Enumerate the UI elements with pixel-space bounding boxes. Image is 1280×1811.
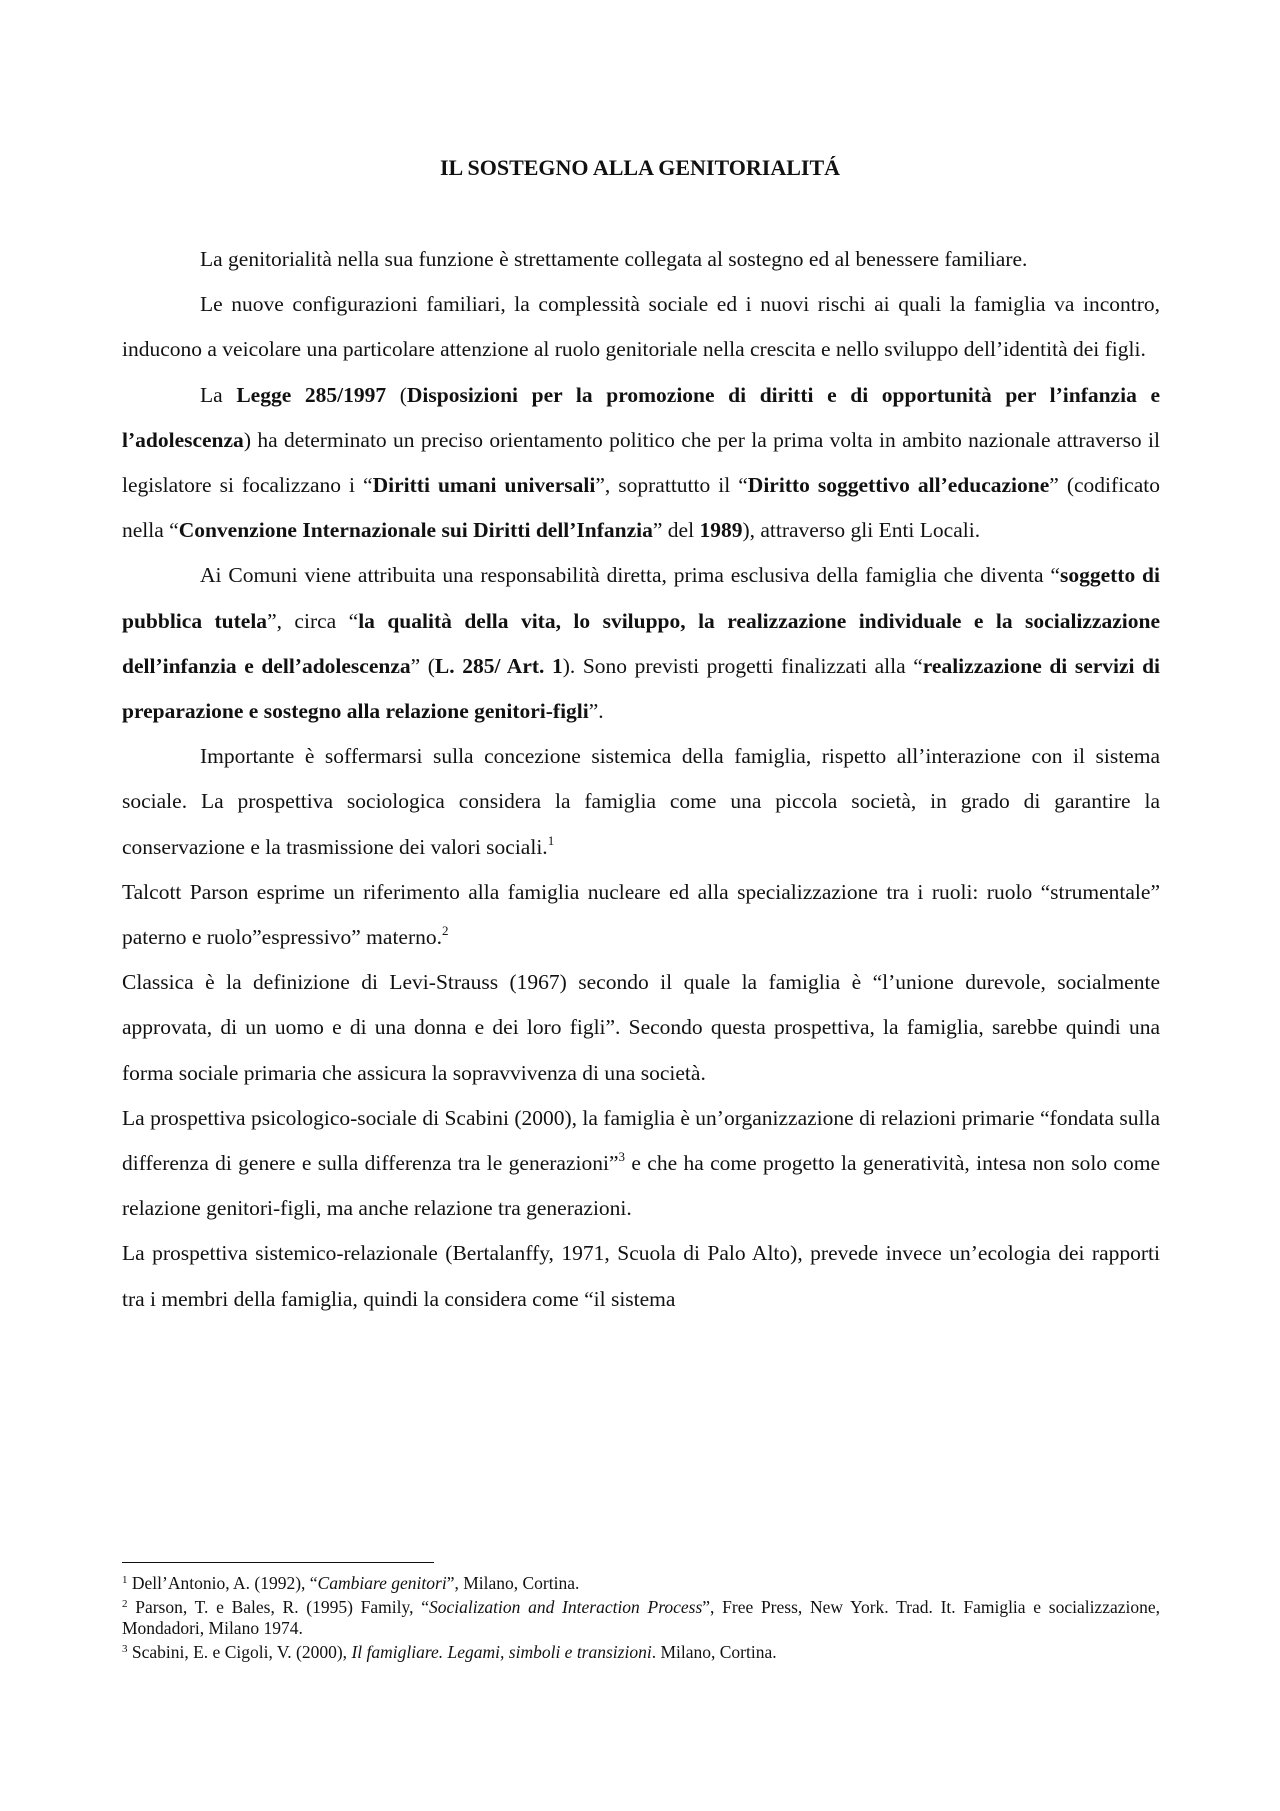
text-run: Scabini, E. e Cigoli, V. (2000), xyxy=(127,1642,352,1662)
footnote-2 xyxy=(122,1597,1160,1639)
bold-run: Diritto soggettivo all’educazione xyxy=(747,473,1050,498)
bold-run: Convenzione Internazionale sui Diritti dell’Infanzia xyxy=(178,518,653,543)
text-run: ”, Free Press, New York. Trad. It. Famiglia e socializzazione, Mondadori, Milano 1974. xyxy=(122,1597,1161,1638)
text-run: ( xyxy=(386,382,407,407)
page-title: IL SOSTEGNO ALLA GENITORIALITÁ xyxy=(439,155,841,180)
text-run: e che ha come progetto la generatività, intesa non solo come relazione genitori-figli, ma anche relazione tra generazioni. xyxy=(122,1151,1160,1221)
bold-run: L. 285/ Art. 1 xyxy=(434,653,563,678)
paragraph-1 xyxy=(122,237,1160,282)
text-run: Parson, T. e Bales, R. (1995) Family, “ xyxy=(127,1597,429,1617)
paragraph-3 xyxy=(122,373,1160,554)
paragraph-5 xyxy=(122,734,1160,870)
text-run: ) ha determinato un preciso orientamento politico che per la prima volta in ambito nazionale attraverso il legislatore si focalizzano i “ xyxy=(122,427,1160,498)
paragraph-6 xyxy=(122,870,1160,960)
text-run: ” ( xyxy=(410,653,435,678)
text-run: ). Sono previsti progetti finalizzati alla “ xyxy=(562,653,923,678)
text-run: ”. xyxy=(588,699,604,724)
paragraph-text: La genitorialità nella sua funzione è strettamente collegata al sostegno ed al benessere familiare. xyxy=(200,247,1028,271)
text-run: ” (codificato nella “ xyxy=(122,473,1160,543)
footnotes xyxy=(122,1573,1160,1666)
footnote-divider xyxy=(122,1562,434,1563)
footnote-number: 1 xyxy=(122,1574,128,1586)
paragraph-2 xyxy=(122,282,1160,372)
paragraph-9 xyxy=(122,1231,1160,1321)
footnote-ref[interactable]: 2 xyxy=(442,923,449,939)
italic-run: Socialization and Interaction Process xyxy=(428,1597,703,1617)
bold-run: la qualità della vita, lo sviluppo, la realizzazione individuale e la socializzazione dell’infanzia e dell’adolescenza xyxy=(122,608,1160,678)
bold-run: soggetto di pubblica tutela xyxy=(122,563,1160,633)
body-text xyxy=(122,237,1160,1322)
bold-run: 1989 xyxy=(699,518,743,543)
bold-run: Disposizioni per la promozione di diritti e di opportunità per l’infanzia e l’adolescenza xyxy=(122,382,1160,452)
text-run: Ai Comuni viene attribuita una responsabilità diretta, prima esclusiva della famiglia che diventa “ xyxy=(200,563,1060,588)
text-run: ”, circa “ xyxy=(267,608,359,633)
bold-run: realizzazione di servizi di preparazione e sostegno alla relazione genitori-figli xyxy=(122,653,1161,724)
text-run: La prospettiva psicologico-sociale di Scabini (2000), la famiglia è un’organizzazione di relazioni primarie “fondata sulla differenza di genere e sulla differenza tra le generazioni” xyxy=(122,1105,1160,1176)
text-run: Importante è soffermarsi sulla concezione sistemica della famiglia, rispetto all’interazione con il sistema sociale. La prospettiva sociologica considera la famiglia come una piccola società, in grado di garantire la conservazione e la trasmissione dei valori sociali. xyxy=(122,744,1160,859)
footnote-number: 2 xyxy=(122,1598,128,1610)
text-run: ”, Milano, Cortina. xyxy=(446,1573,580,1593)
text-run: La xyxy=(200,382,237,407)
paragraph-8 xyxy=(122,1096,1160,1232)
footnote-3 xyxy=(122,1642,1160,1663)
text-run: Talcott Parson esprime un riferimento alla famiglia nucleare ed alla specializzazione tra i ruoli: ruolo “strumentale” paterno e ruolo”espressivo” materno. xyxy=(122,879,1160,950)
bold-run: Legge 285/1997 xyxy=(236,382,387,407)
footnote-number: 3 xyxy=(122,1643,128,1655)
footnote-1 xyxy=(122,1573,1160,1594)
paragraph-7 xyxy=(122,960,1160,1096)
text-run: La prospettiva sistemico-relazionale (Bertalanffy, 1971, Scuola di Palo Alto), prevede invece un’ecologia dei rapporti tra i membri della famiglia, quindi la considera come “il sistema xyxy=(122,1241,1160,1311)
text-run: . Milano, Cortina. xyxy=(651,1642,777,1662)
text-run: Classica è la definizione di Levi-Strauss (1967) secondo il quale la famiglia è “l’unione durevole, socialmente approvata, di un uomo e di una donna e dei loro figli”. Secondo questa prospettiva, la famiglia, sarebbe quindi una forma sociale primaria che assicura la sopravvivenza di una società. xyxy=(122,970,1160,1085)
bold-run: Diritti umani universali xyxy=(372,473,596,498)
text-run: Dell’Antonio, A. (1992), “ xyxy=(127,1573,318,1593)
footnote-ref[interactable]: 1 xyxy=(547,832,555,848)
paragraph-4 xyxy=(122,553,1160,734)
text-run: ”, soprattutto il “ xyxy=(595,473,748,498)
italic-run: Il famigliare. Legami, simboli e transizioni xyxy=(351,1642,652,1662)
footnote-ref[interactable]: 3 xyxy=(618,1149,626,1165)
text-run: ), attraverso gli Enti Locali. xyxy=(742,518,981,543)
paragraph-text: Le nuove configurazioni familiari, la complessità sociale ed i nuovi rischi ai quali la famiglia va incontro, inducono a veicolare una particolare attenzione al ruolo genitoriale nella crescita e nello sviluppo dell’identità dei figli. xyxy=(122,292,1160,362)
italic-run: Cambiare genitori xyxy=(317,1573,447,1593)
text-run: ” del xyxy=(652,518,700,543)
